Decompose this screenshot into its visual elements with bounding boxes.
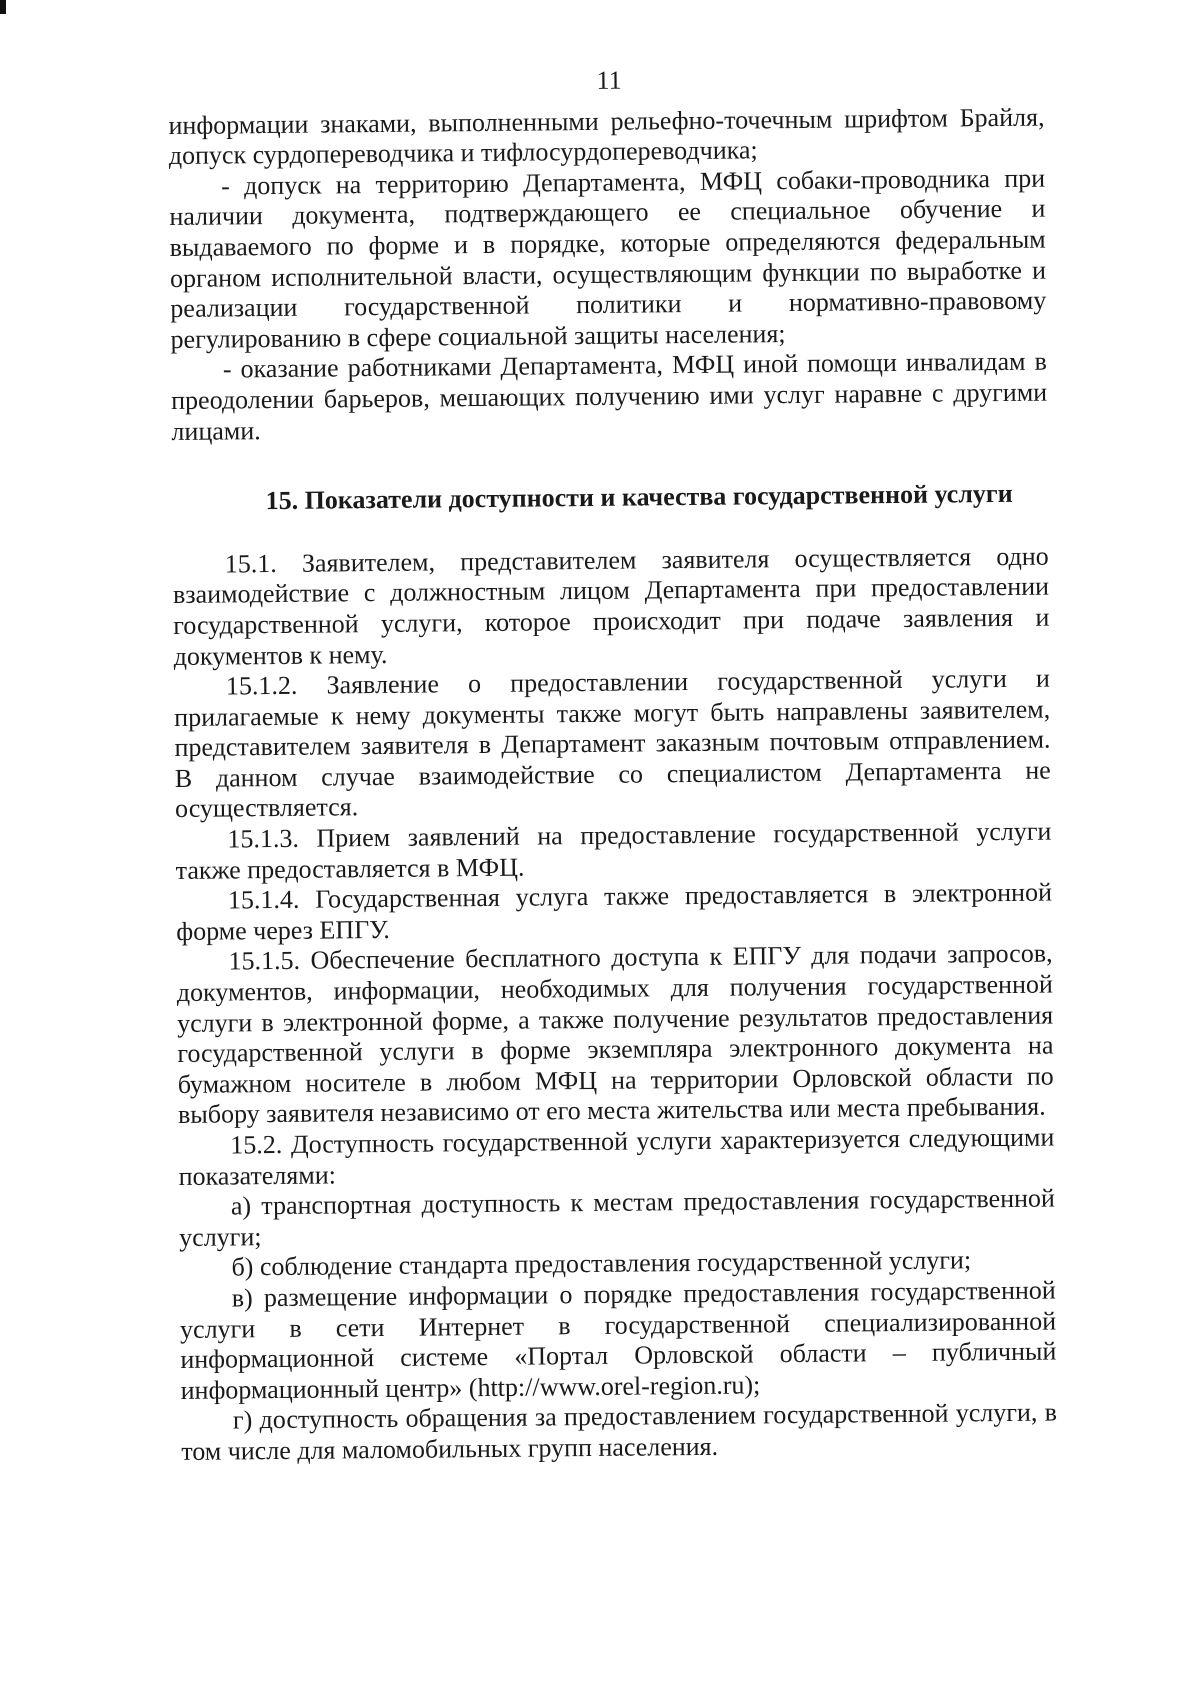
paragraph-15-1-3: 15.1.3. Прием заявлений на предоставление государственной услуги также предоставляется в МФЦ. — [175, 816, 1052, 885]
document-page — [168, 62, 1057, 1468]
paragraph-15-1-5: 15.1.5. Обеспечение бесплатного доступа к ЕПГУ для подачи запросов, документов, информации, необходимых для получения государственной услуги в электронной форме, а также получение результатов предоставления государственной услуги в форме экземпляра электронного документа на бумажном носителе в любом МФЦ на территории Орловской области по выбору заявителя независимо от его места жительства или места пребывания. — [176, 938, 1054, 1130]
paragraph-15-1-4: 15.1.4. Государственная услуга также предоставляется в электронной форме через ЕПГУ. — [176, 877, 1053, 946]
section-heading: 15. Показатели доступности и качества государственной услуги — [265, 479, 1013, 516]
paragraph-continuation: информации знаками, выполненными рельефно-точечным шрифтом Брайля, допуск сурдопереводчика и тифлосурдопереводчика; — [168, 102, 1045, 171]
list-item-a: а) транспортная доступность к местам предоставления государственной услуги; — [179, 1183, 1056, 1252]
paragraph-15-1-2: 15.1.2. Заявление о предоставлении государственной услуги и прилагаемые к нему документы также могут быть направлены заявителем, представителем заявителя в Департамент заказным почтовым отправлением. В данном случае взаимодействие со специалистом Департамента не осуществляется. — [174, 663, 1051, 824]
paragraph-assistance: - оказание работниками Департамента, МФЦ иной помощи инвалидам в преодолении барьеров, мешающих получению ими услуг наравне с другими лицами. — [171, 346, 1048, 446]
list-item-g: г) доступность обращения за предоставлением государственной услуги, в том числе для маломобильных групп населения. — [181, 1397, 1058, 1466]
list-item-v: в) размещение информации о порядке предоставления государственной услуги в сети Интернет в государственной специализированной информационной системе «Портал Орловской области – публичный информационный центр» (http://www.orel-region.ru); — [179, 1275, 1057, 1405]
paragraph-15-2: 15.2. Доступность государственной услуги характеризуется следующими показателями: — [178, 1122, 1055, 1191]
page-number: 11 — [596, 65, 622, 95]
paragraph-guide-dog: - допуск на территорию Департамента, МФЦ собаки-проводника при наличии документа, подтверждающего ее специальное обучение и выдаваемого по форме и в порядке, которые определяются федеральным органом исполнительной власти, осуществляющим функции по выработке и реализации государственной политики и нормативно-правовому регулированию в сфере социальной защиты населения; — [169, 163, 1047, 354]
paragraph-15-1: 15.1. Заявителем, представителем заявителя осуществляется одно взаимодействие с должностным лицом Департамента при предоставлении государственной услуги, которое происходит при подаче заявления и документов к нему. — [172, 541, 1050, 671]
scan-corner-mark — [0, 0, 6, 14]
list-item-b: б) соблюдение стандарта предоставления государственной услуги; — [231, 1245, 972, 1282]
